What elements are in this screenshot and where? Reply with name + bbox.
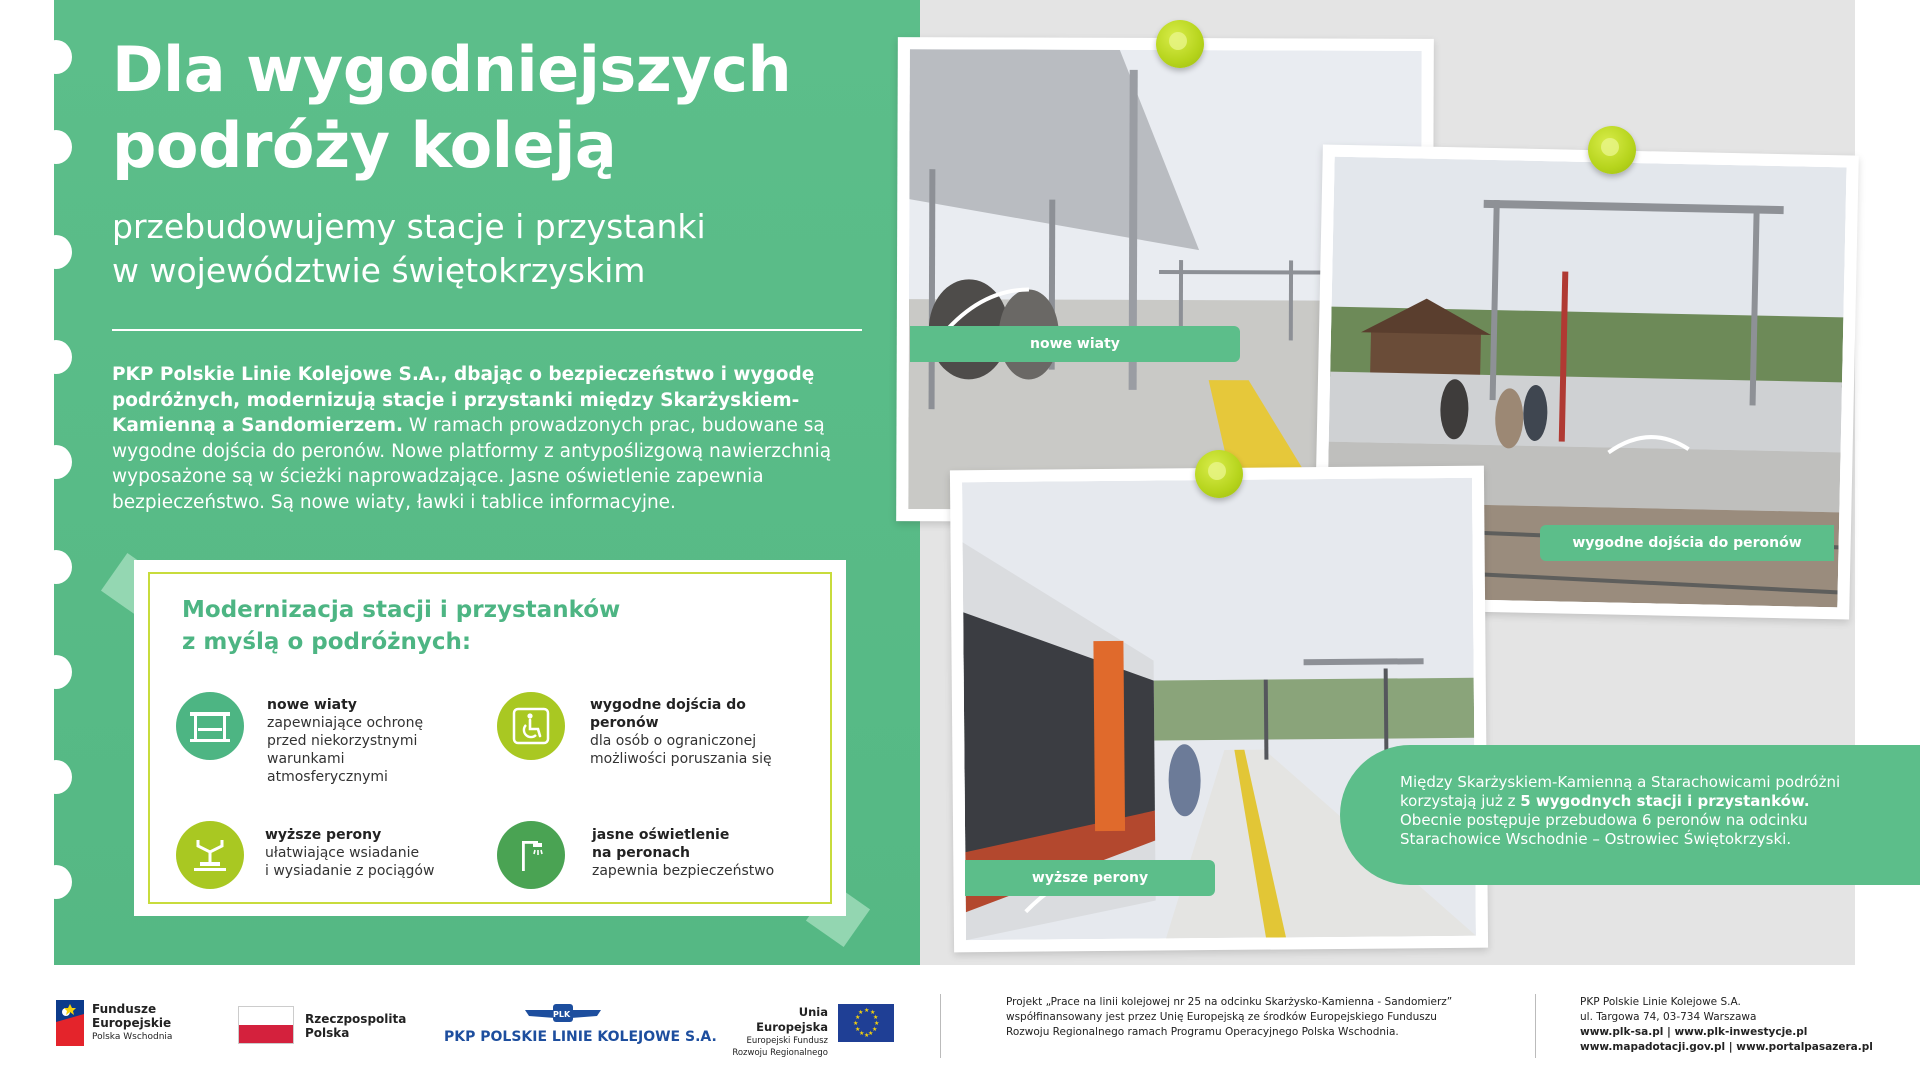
callout-text: korzystają już z bbox=[1400, 792, 1521, 810]
callout-bold: 5 wygodnych stacji i przystanków. bbox=[1520, 792, 1810, 810]
fe-line: Polska Wschodnia bbox=[92, 1032, 173, 1042]
feature-line: możliwości poruszania się bbox=[590, 751, 772, 767]
binder-hole bbox=[40, 130, 72, 164]
shelter-icon bbox=[176, 692, 244, 760]
page-title bbox=[112, 32, 872, 184]
project-line: współfinansowany jest przez Unię Europejską ze środków Europejskiego Funduszu bbox=[1006, 1011, 1437, 1023]
svg-text:★: ★ bbox=[874, 1020, 880, 1027]
svg-text:★: ★ bbox=[868, 1030, 874, 1037]
callout-line bbox=[1400, 792, 1890, 811]
footer-separator bbox=[940, 994, 941, 1058]
intro-text: W ramach prowadzonych prac, budowane są wygodne dojścia do peronów. Nowe platformy z antypoślizgową nawierzchnią wyposażone są w ścieżki naprowadzające. Jasne oświetlenie zapewnia bezpieczeństwo. Są nowe wiaty, ławki i tablice informacyjne. bbox=[112, 415, 832, 513]
binder-hole bbox=[40, 760, 72, 794]
svg-text:★: ★ bbox=[859, 1030, 865, 1037]
plk-name: PKP POLSKIE LINIE KOLEJOWE S.A. bbox=[444, 1029, 717, 1045]
photo-label-text: wyższe perony bbox=[1031, 870, 1149, 886]
ue-line: Rozwoju Regionalnego bbox=[732, 1048, 828, 1058]
rp-line: Rzeczpospolita bbox=[305, 1012, 407, 1026]
binder-hole bbox=[40, 40, 72, 74]
company-line: PKP Polskie Linie Kolejowe S.A. bbox=[1580, 996, 1741, 1008]
photo-pin bbox=[1156, 20, 1204, 68]
fe-line: Fundusze bbox=[92, 1002, 157, 1016]
ue-logo-text bbox=[728, 1005, 828, 1059]
svg-text:★: ★ bbox=[855, 1026, 861, 1033]
photo-label-shelters bbox=[910, 326, 1240, 362]
feature-line: zapewnia bezpieczeństwo bbox=[592, 863, 775, 879]
svg-text:★: ★ bbox=[858, 1009, 864, 1016]
feature-title: wyższe perony bbox=[265, 827, 382, 843]
svg-text:★: ★ bbox=[864, 1032, 870, 1039]
subtitle-line: w województwie świętokrzyskim bbox=[112, 251, 646, 290]
rp-logo-text bbox=[305, 1012, 406, 1040]
binder-hole bbox=[40, 340, 72, 374]
feature-line: przed niekorzystnymi bbox=[267, 733, 418, 749]
card-title-line: Modernizacja stacji i przystanków bbox=[182, 597, 621, 623]
photo-label-walkways bbox=[1540, 525, 1834, 561]
footer-separator bbox=[1535, 994, 1536, 1058]
platform-icon bbox=[176, 821, 244, 889]
ue-line: Europejski Fundusz bbox=[746, 1036, 828, 1046]
subtitle-line: przebudowujemy stacje i przystanki bbox=[112, 207, 706, 246]
feature-higher-platforms bbox=[265, 826, 465, 880]
photo-label-text: nowe wiaty bbox=[1030, 336, 1120, 352]
feature-line: ułatwiające wsiadanie bbox=[265, 845, 420, 861]
info-card-title bbox=[182, 594, 742, 658]
svg-text:★: ★ bbox=[855, 1014, 861, 1021]
binder-hole bbox=[40, 655, 72, 689]
binder-hole bbox=[40, 235, 72, 269]
photo-pin bbox=[1195, 450, 1243, 498]
feature-line: dla osób o ograniczonej bbox=[590, 733, 757, 749]
binder-hole bbox=[40, 550, 72, 584]
svg-text:★: ★ bbox=[853, 1020, 859, 1027]
svg-text:★: ★ bbox=[873, 1014, 879, 1021]
page-subtitle bbox=[112, 205, 872, 293]
feature-accessible-paths bbox=[590, 696, 805, 768]
binder-hole bbox=[40, 865, 72, 899]
callout-line: Obecnie postępuje przebudowa 6 peronów na odcinku bbox=[1400, 811, 1808, 829]
divider bbox=[112, 329, 862, 331]
feature-title: na peronach bbox=[592, 845, 691, 861]
feature-title: nowe wiaty bbox=[267, 697, 357, 713]
eu-flag-icon bbox=[838, 1004, 894, 1042]
binder-hole bbox=[40, 445, 72, 479]
project-line: Rozwoju Regionalnego ramach Programu Operacyjnego Polska Wschodnia. bbox=[1006, 1026, 1399, 1038]
feature-title: wygodne dojścia do peronów bbox=[590, 697, 746, 731]
company-line: ul. Targowa 74, 03-734 Warszawa bbox=[1580, 1011, 1757, 1023]
title-line: Dla wygodniejszych bbox=[112, 33, 792, 106]
company-info bbox=[1580, 995, 1900, 1055]
fe-logo-icon bbox=[56, 1000, 84, 1046]
callout-line: Między Skarżyskiem-Kamienną a Starachowicami podróżni bbox=[1400, 773, 1841, 791]
project-line: Projekt „Prace na linii kolejowej nr 25 na odcinku Skarżysko-Kamienna - Sandomierz” bbox=[1006, 996, 1453, 1008]
polish-flag-icon bbox=[238, 1006, 294, 1044]
company-link[interactable]: www.plk-sa.pl | www.plk-inwestycje.pl bbox=[1580, 1026, 1808, 1038]
photo-label-platforms bbox=[965, 860, 1215, 896]
feature-lighting bbox=[592, 826, 802, 880]
photo-label-text: wygodne dojścia do peronów bbox=[1572, 535, 1802, 551]
feature-title: jasne oświetlenie bbox=[592, 827, 730, 843]
fe-line: Europejskie bbox=[92, 1016, 172, 1030]
feature-line: i wysiadanie z pociągów bbox=[265, 863, 435, 879]
svg-text:★: ★ bbox=[872, 1026, 878, 1033]
project-info bbox=[1006, 995, 1536, 1040]
lamp-icon bbox=[497, 821, 565, 889]
wheelchair-icon bbox=[497, 692, 565, 760]
rp-line: Polska bbox=[305, 1026, 350, 1040]
info-callout bbox=[1340, 745, 1920, 885]
company-link[interactable]: www.mapadotacji.gov.pl | www.portalpasazera.pl bbox=[1580, 1041, 1873, 1053]
svg-text:★: ★ bbox=[864, 1007, 870, 1014]
feature-line: warunkami atmosferycznymi bbox=[267, 751, 388, 785]
feature-shelters bbox=[267, 696, 457, 786]
card-title-line: z myślą o podróżnych: bbox=[182, 629, 472, 655]
feature-line: zapewniające ochronę bbox=[267, 715, 424, 731]
plk-logo-mark: PLK bbox=[553, 1010, 571, 1019]
title-line: podróży koleją bbox=[112, 109, 617, 182]
ue-line: Unia Europejska bbox=[756, 1005, 828, 1034]
intro-paragraph bbox=[112, 362, 872, 515]
svg-text:★: ★ bbox=[870, 1009, 876, 1016]
intro-bold-text: PKP Polskie Linie Kolejowe S.A., dbając o bezpieczeństwo i wygodę podróżnych, modernizują stacje i przystanki między Skarżyskiem-Kamienną a Sandomierzem. bbox=[112, 364, 815, 436]
photo-pin bbox=[1588, 126, 1636, 174]
fe-logo-text bbox=[92, 1002, 172, 1044]
callout-line: Starachowice Wschodnie – Ostrowiec Świętokrzyski. bbox=[1400, 830, 1792, 848]
